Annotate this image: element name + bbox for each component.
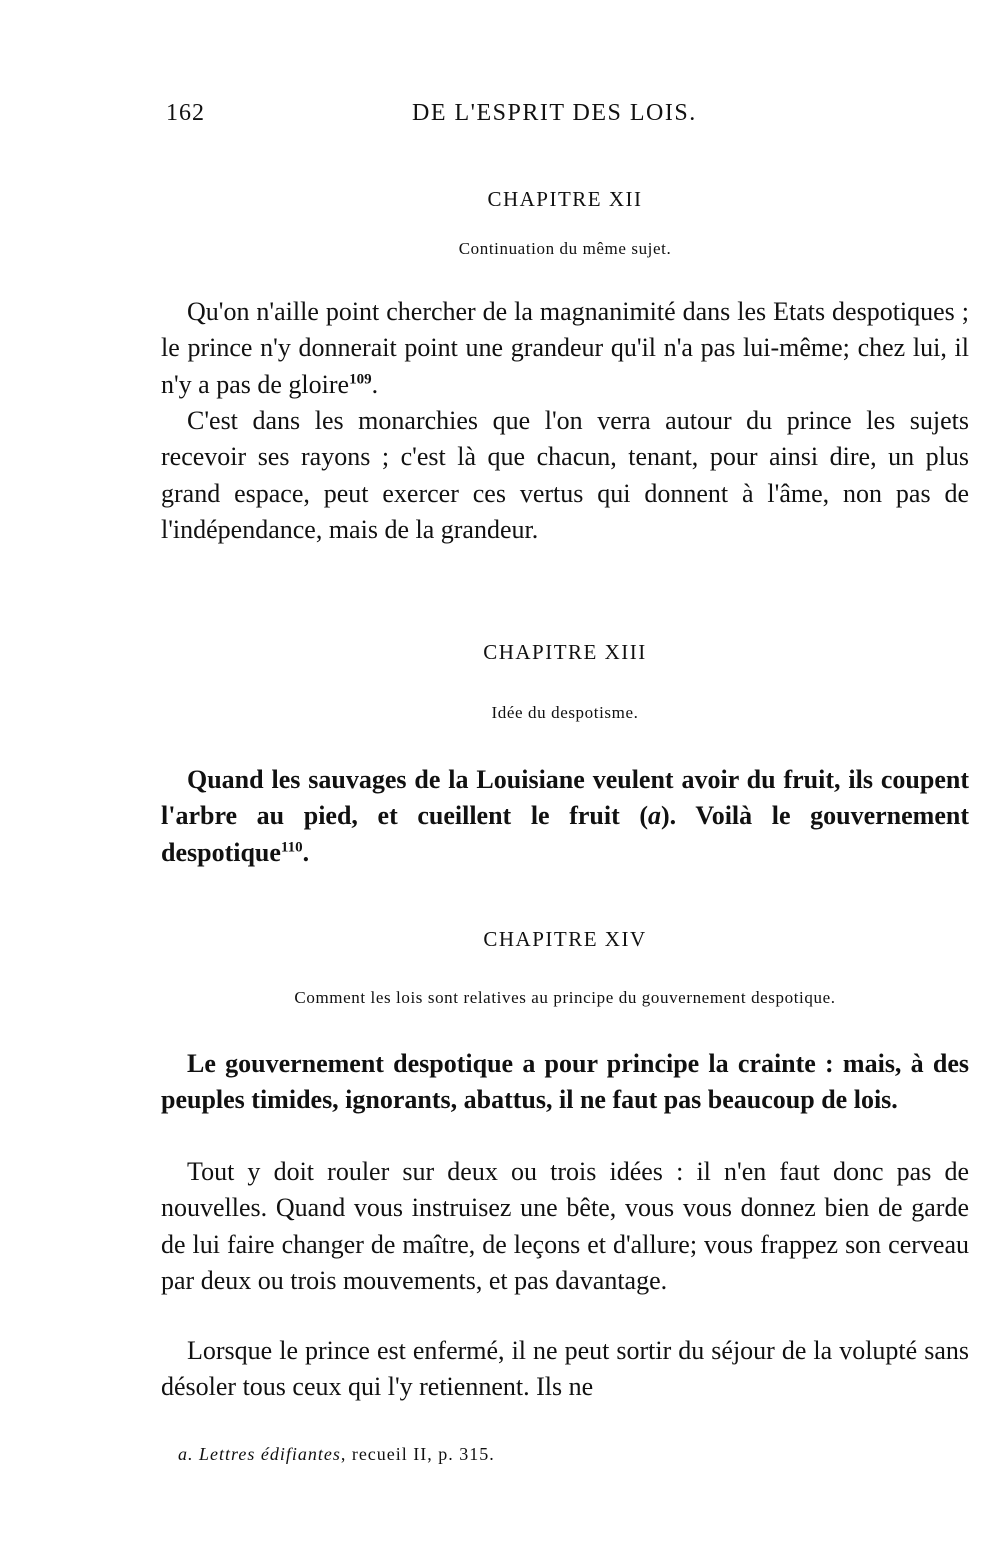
running-head xyxy=(160,100,970,134)
paragraph-end: . xyxy=(302,837,310,867)
footnote-mark: a. xyxy=(178,1444,194,1464)
footnote-source: Lettres édifiantes xyxy=(199,1444,341,1464)
paragraph-text: Quand les sauvages de la Louisiane veulent avoir du fruit, ils coupent l'arbre au pied, et cueillent le fruit ( xyxy=(161,765,969,831)
footnote-details: , recueil II, p. 315. xyxy=(340,1444,495,1464)
paragraph-xii-1 xyxy=(161,294,969,403)
chapter-title-xiv: CHAPITRE XIV xyxy=(483,927,647,951)
note-reference: 109 xyxy=(349,371,372,388)
paragraph-text: Qu'on n'aille point chercher de la magnanimité dans les Etats despotiques ; le prince n'y donnerait point une grandeur qu'il n'a pas lui-même; chez lui, il n'y a pas de gloire xyxy=(161,297,969,399)
footnote xyxy=(178,1444,495,1465)
paragraph-xii-2: C'est dans les monarchies que l'on verra autour du prince les sujets recevoir ses rayons ; c'est là que chacun, tenant, pour ainsi dire, un plus grand espace, peut exercer ces vertus qui donnent à l'âme, non pas de l'indépendance, mais de la grandeur. xyxy=(161,406,969,545)
chapter-subtitle-xiv: Comment les lois sont relatives au principe du gouvernement despotique. xyxy=(294,988,836,1007)
chapter-subtitle-xiii: Idée du despotisme. xyxy=(491,703,639,722)
running-title: DE L'ESPRIT DES LOIS. xyxy=(412,100,697,126)
paragraph-end: . xyxy=(371,369,379,399)
paragraph-xiv-1: Le gouvernement despotique a pour principe la crainte : mais, à des peuples timides, ignorants, abattus, il ne faut pas beaucoup de lois. xyxy=(161,1049,969,1115)
paragraph-text-continued: ). Voilà le gouvernement despotique xyxy=(161,801,969,867)
paragraph-xiii-1 xyxy=(161,762,969,871)
paragraph-xiv-3: Lorsque le prince est enfermé, il ne peut sortir du séjour de la volupté sans désoler tous ceux qui l'y retiennent. Ils ne xyxy=(161,1336,969,1402)
chapter-subtitle-xii: Continuation du même sujet. xyxy=(458,239,672,258)
footnote-reference: a xyxy=(648,801,662,831)
chapter-title-xii: CHAPITRE XII xyxy=(487,187,643,211)
page-number: 162 xyxy=(166,100,205,126)
paragraph-xiv-2: Tout y doit rouler sur deux ou trois idées : il n'en faut donc pas de nouvelles. Quand vous instruisez une bête, vous vous donnez bien de garde de lui faire changer de maître, de leçons et d'allure; vous frappez son cerveau par deux ou trois mouvements, et pas davantage. xyxy=(161,1157,969,1296)
chapter-title-xiii: CHAPITRE XIII xyxy=(483,640,647,664)
note-reference: 110 xyxy=(280,839,303,856)
